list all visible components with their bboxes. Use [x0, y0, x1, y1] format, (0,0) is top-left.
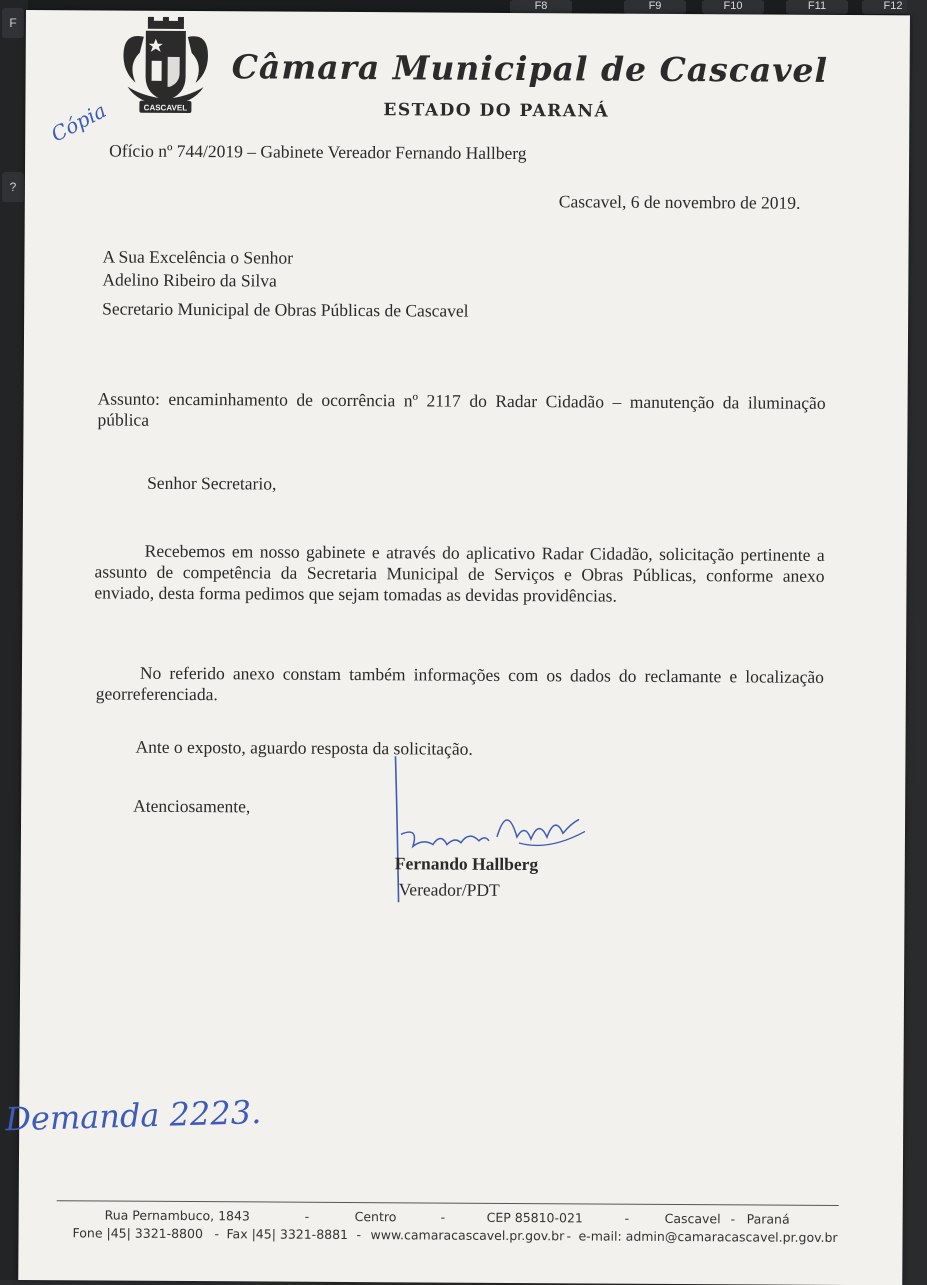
salutation: Senhor Secretario, [147, 472, 277, 494]
handwritten-copy-note: Cópia [47, 98, 111, 147]
footer-separator: - [730, 1211, 736, 1227]
footer-separator: - [440, 1209, 446, 1225]
desk-right-edge [907, 0, 927, 1280]
coat-of-arms-icon [117, 17, 214, 118]
footer-separator: - [566, 1228, 572, 1244]
keyboard-key: F10 [702, 0, 764, 14]
footer-email[interactable]: e-mail: admin@camaracascavel.pr.gov.br [578, 1228, 838, 1245]
closing: Atenciosamente, [133, 795, 251, 817]
keyboard-key: F9 [624, 0, 686, 14]
footer-separator: - [356, 1227, 362, 1243]
keyboard-key: F8 [510, 0, 572, 14]
institution-subtitle: ESTADO DO PARANÁ [383, 100, 610, 122]
letter-date: Cascavel, 6 de novembro de 2019. [558, 191, 801, 213]
letter-reference: Ofício nº 744/2019 – Gabinete Vereador Fernando Hallberg [109, 140, 527, 164]
footer-separator: - [624, 1210, 630, 1226]
body-paragraph-3: Ante o exposto, aguardo resposta da solicitação. [135, 736, 473, 759]
signatory-role: Vereador/PDT [398, 879, 500, 900]
footer-divider [57, 1200, 839, 1206]
recipient-line-1: A Sua Excelência o Senhor [102, 246, 294, 268]
footer-district: Centro [354, 1209, 397, 1225]
signatory-name: Fernando Hallberg [394, 853, 539, 875]
institution-title: Câmara Municipal de Cascavel [231, 47, 829, 90]
body-paragraph-1: Recebemos em nosso gabinete e através do aplicativo Radar Cidadão, solicitação pertinente a assunto de competência da Secretaria Municipal de Serviços e Obras Públicas, conforme anexo enviado, desta forma pedimos que sejam tomadas as devidas providências. [94, 540, 825, 606]
recipient-name: Adelino Ribeiro da Silva [102, 269, 277, 291]
letter-subject: Assunto: encaminhamento de ocorrência nº 2117 do Radar Cidadão – manutenção da iluminação pública [97, 388, 826, 430]
footer-separator: - [214, 1226, 220, 1242]
footer-phone: Fone |45| 3321-8800 [72, 1225, 203, 1242]
keyboard-key: F [2, 8, 24, 38]
letter-page [4, 10, 910, 1285]
footer-state: Paraná [746, 1211, 790, 1227]
keyboard-key: ? [2, 172, 24, 202]
footer-website[interactable]: www.camaracascavel.pr.gov.br [370, 1227, 565, 1244]
crest-label: CASCAVEL [143, 103, 188, 113]
body-paragraph-2: No referido anexo constam também informações com os dados do reclamante e localização georreferenciada. [95, 662, 825, 705]
footer-fax: Fax |45| 3321-8881 [226, 1226, 349, 1242]
keyboard-key: F11 [786, 0, 848, 14]
handwritten-demand-note: Demanda 2223. [4, 1092, 262, 1139]
footer-city: Cascavel [664, 1210, 721, 1227]
keyboard-key: F12 [862, 0, 924, 14]
footer-cep: CEP 85810-021 [486, 1209, 583, 1226]
footer-separator: - [304, 1208, 310, 1224]
footer-address: Rua Pernambuco, 1843 [104, 1207, 250, 1224]
recipient-title: Secretario Municipal de Obras Públicas de Cascavel [102, 298, 469, 321]
